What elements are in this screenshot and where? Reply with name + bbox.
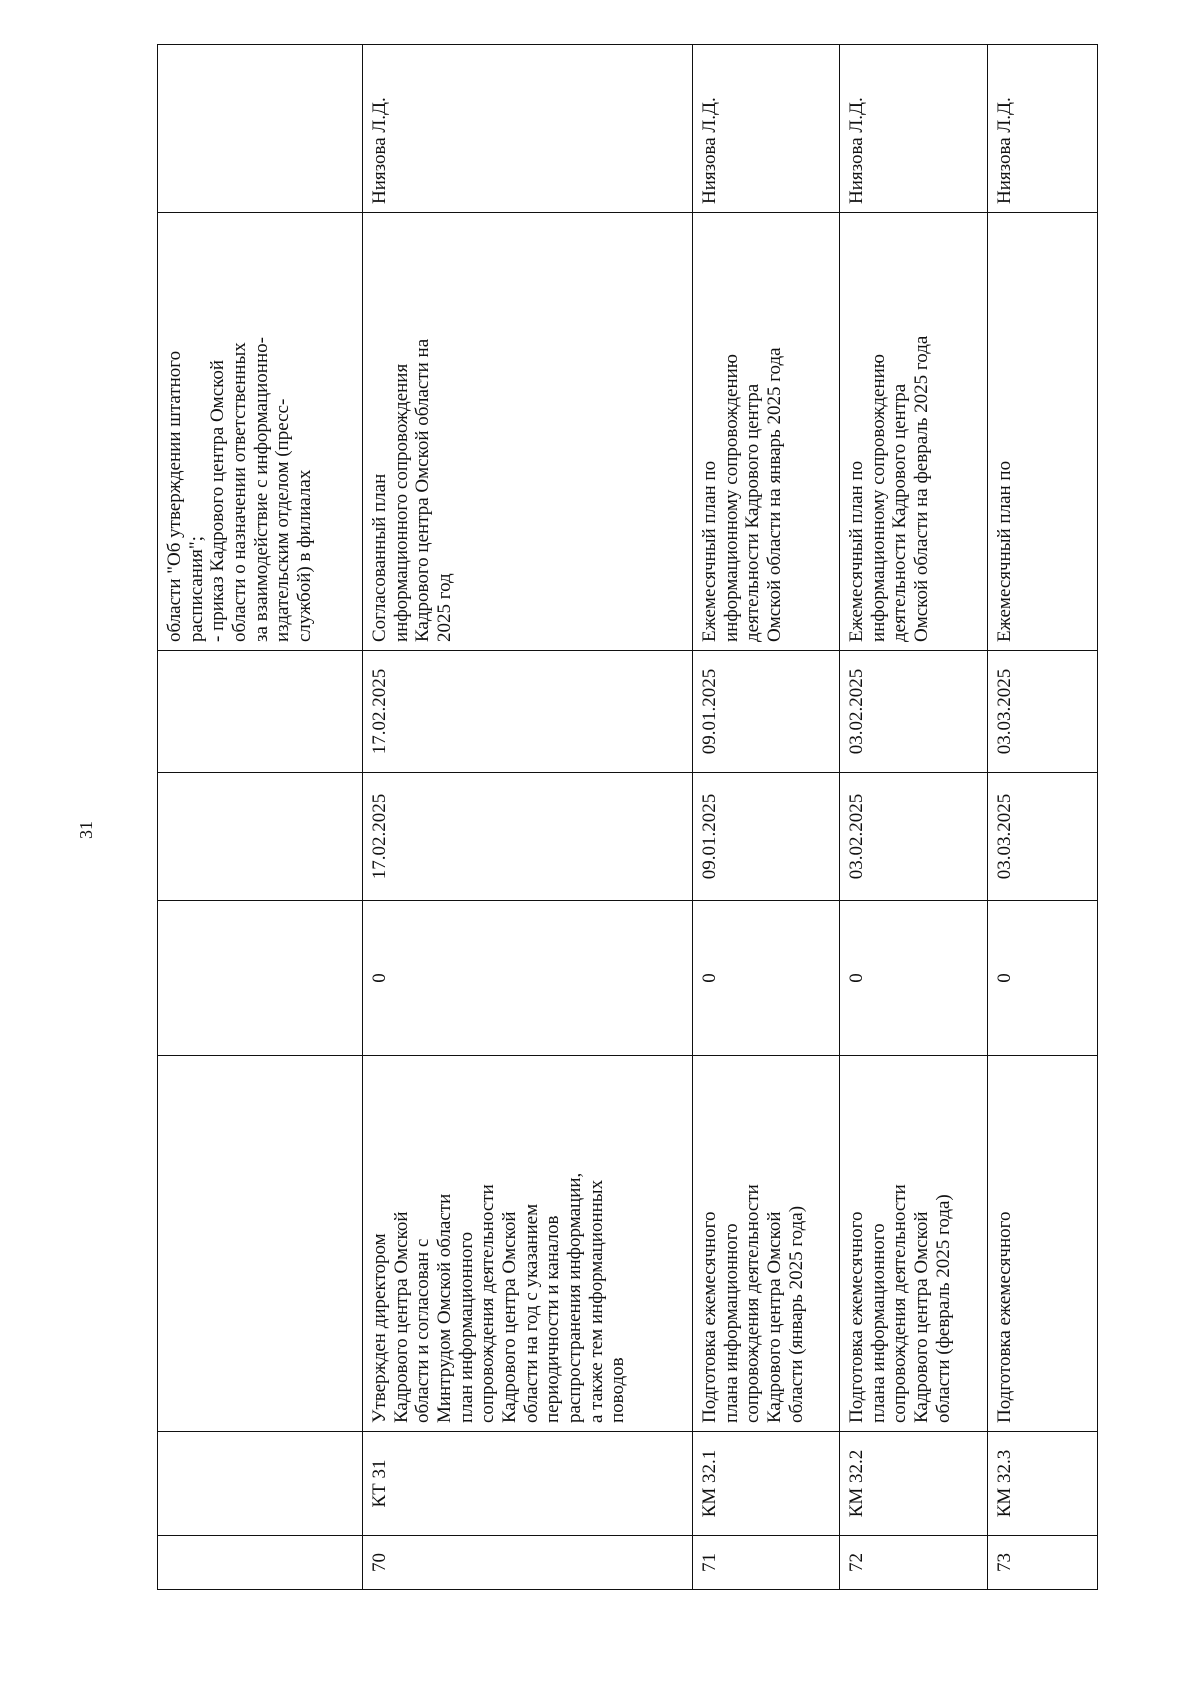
row-responsible: Ниязова Л.Д. [988,45,1098,213]
row-description: Подготовка ежемесячного плана информационного сопровождения деятельности Кадрового центра Омской области (февраль 2025 года) [840,1056,988,1432]
row-responsible: Ниязова Л.Д. [363,45,693,213]
table-row [363,45,693,1590]
row-document: Согласованный план информационного сопровождения Кадрового центра Омской области на 2025 год [363,213,693,651]
row-value: 0 [840,901,988,1056]
row-value: 0 [693,901,840,1056]
row-responsible: Ниязова Л.Д. [840,45,988,213]
row-actual-date: 03.03.2025 [988,651,1098,773]
row-value [158,901,363,1056]
row-code: КМ 32.1 [693,1432,840,1536]
row-planned-date: 09.01.2025 [693,773,840,901]
row-description [158,1056,363,1432]
row-planned-date: 03.02.2025 [840,773,988,901]
activity-table [157,44,1098,1590]
table-row [988,45,1098,1590]
row-actual-date: 17.02.2025 [363,651,693,773]
row-number: 71 [693,1536,840,1590]
row-document: Ежемесячный план по информационному сопровождению деятельности Кадрового центра Омской области на февраль 2025 года [840,213,988,651]
table-row [158,45,363,1590]
row-number: 70 [363,1536,693,1590]
row-value: 0 [363,901,693,1056]
row-document: Ежемесячный план по [988,213,1098,651]
row-code: КТ 31 [363,1432,693,1536]
row-document: Ежемесячный план по информационному сопровождению деятельности Кадрового центра Омской области на январь 2025 года [693,213,840,651]
row-description: Утвержден директором Кадрового центра Омской области и согласован с Минтрудом Омской области план информационного сопровождения деятельности Кадрового центра Омской области на год с указанием периодичности и каналов распространения информации, а также тем информационных поводов [363,1056,693,1432]
row-responsible: Ниязова Л.Д. [693,45,840,213]
row-number: 73 [988,1536,1098,1590]
page-number: 31 [76,821,96,839]
row-planned-date: 03.03.2025 [988,773,1098,901]
row-number [158,1536,363,1590]
table-row [693,45,840,1590]
table-row [840,45,988,1590]
row-actual-date: 09.01.2025 [693,651,840,773]
row-responsible [158,45,363,213]
row-code: КМ 32.3 [988,1432,1098,1536]
row-actual-date [158,651,363,773]
row-actual-date: 03.02.2025 [840,651,988,773]
row-description: Подготовка ежемесячного плана информационного сопровождения деятельности Кадрового центра Омской области (январь 2025 года) [693,1056,840,1432]
row-planned-date [158,773,363,901]
row-value: 0 [988,901,1098,1056]
row-document: области "Об утверждении штатного расписания"; - приказ Кадрового центра Омской области о назначении ответственных за взаимодействие с информационно- издательским отделом (пресс- службой) в филиалах [158,213,363,651]
row-planned-date: 17.02.2025 [363,773,693,901]
row-description: Подготовка ежемесячного [988,1056,1098,1432]
activity-table-wrapper [157,45,1097,1590]
row-code [158,1432,363,1536]
row-code: КМ 32.2 [840,1432,988,1536]
row-number: 72 [840,1536,988,1590]
